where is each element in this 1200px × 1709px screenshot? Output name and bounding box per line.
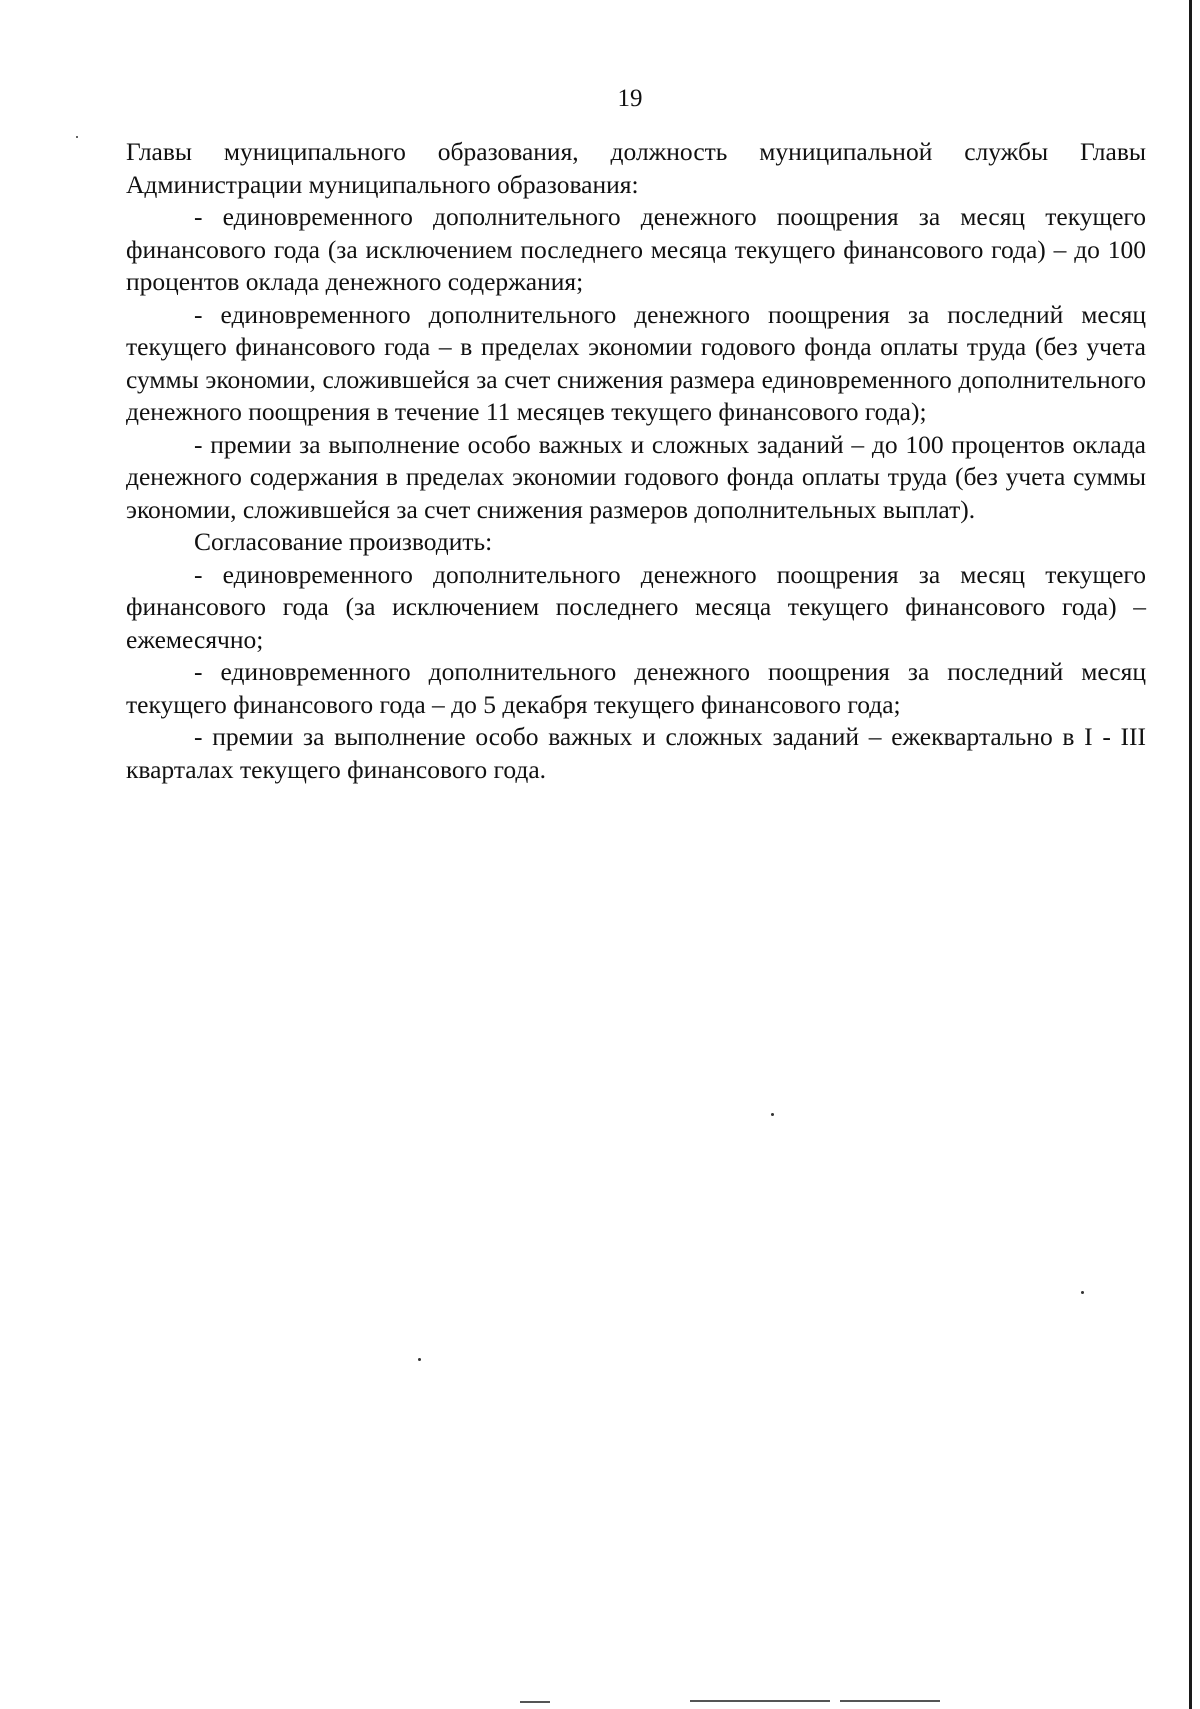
paragraph-5: Согласование производить: [194,527,493,556]
scan-bottom-noise [520,1701,550,1703]
paragraph-1: Главы муниципального образования, должность муниципальной службы Главы Администрации муниципального образования: [126,137,1146,199]
paragraph-4: - премии за выполнение особо важных и сложных заданий – до 100 процентов оклада денежного содержания в пределах экономии годового фонда оплаты труда (без учета суммы экономии, сложившейся за счет снижения размеров дополнительных выплат). [126,429,1146,524]
paragraph-7: - единовременного дополнительного денежного поощрения за последний месяц текущего финансового года – до 5 декабря текущего финансового года; [126,657,1146,719]
scan-speck [76,136,78,138]
paragraph-2: - единовременного дополнительного денежного поощрения за месяц текущего финансового года (за исключением последнего месяца текущего финансового года) – до 100 процентов оклада денежного содержания; [126,202,1146,296]
paragraph-3: - единовременного дополнительного денежного поощрения за последний месяц текущего финансового года – в пределах экономии годового фонда оплаты труда (без учета суммы экономии, сложившейся за счет снижения размера единовременного дополнительного денежного поощрения в течение 11 месяцев текущего финансового года); [126,299,1146,426]
document-body [126,136,1146,786]
scan-speck [1081,1291,1084,1294]
scan-speck [771,1113,774,1116]
scan-border-line [1189,0,1192,1709]
paragraph-8: - премии за выполнение особо важных и сложных заданий – ежеквартально в I - III кварталах текущего финансового года. [126,722,1146,784]
page-number: 19 [617,85,643,112]
paragraph-6: - единовременного дополнительного денежного поощрения за месяц текущего финансового года (за исключением последнего месяца текущего финансового года) – ежемесячно; [126,559,1146,654]
scan-bottom-noise [840,1700,940,1702]
scan-speck [418,1358,421,1361]
scan-bottom-noise [690,1700,830,1702]
